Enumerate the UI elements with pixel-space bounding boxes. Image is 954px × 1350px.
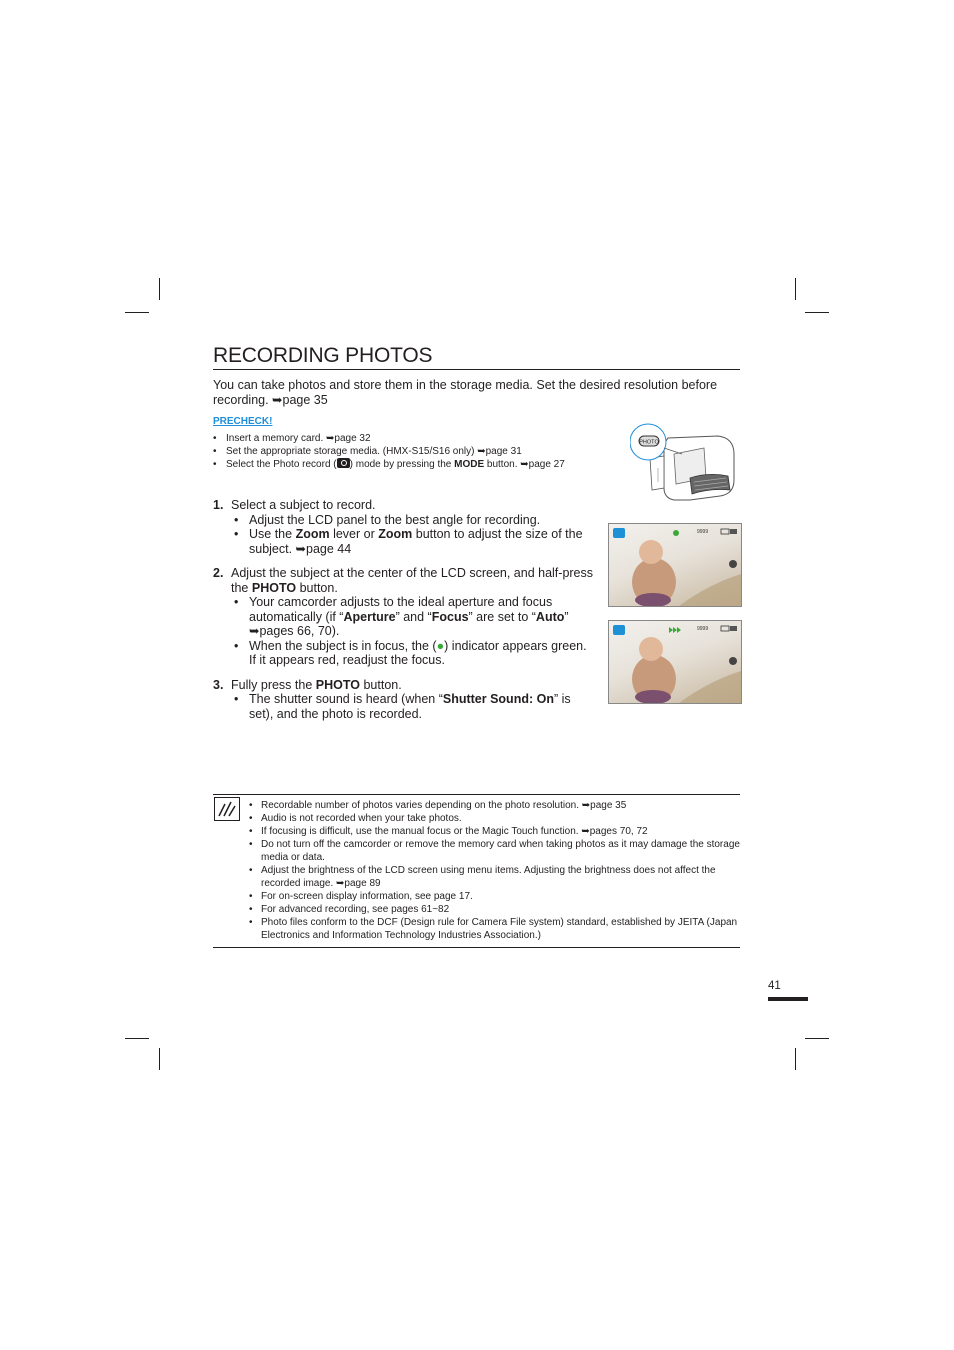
- list-item: • Select the Photo record ( ) mode by pressing the MODE button. ➥page 27: [213, 458, 565, 471]
- photo-counter: 9999: [697, 626, 709, 632]
- list-item: • Do not turn off the camcorder or remove the memory card when taking photos as it may damage the storage media or data.: [248, 838, 743, 864]
- crop-mark: [159, 1048, 160, 1070]
- list-item: • Set the appropriate storage media. (HMX-S15/S16 only) ➥page 31: [213, 445, 565, 458]
- list-item: • For on-screen display information, see page 17.: [248, 890, 743, 903]
- page-title: RECORDING PHOTOS: [213, 344, 740, 370]
- step-bullets: [231, 595, 593, 668]
- crop-mark: [795, 278, 796, 300]
- step-item: [213, 566, 593, 668]
- lcd-preview-half-press: [608, 523, 742, 607]
- list-item: • For advanced recording, see pages 61~82: [248, 903, 743, 916]
- list-item: • Audio is not recorded when your take photos.: [248, 812, 743, 825]
- step-text: Select a subject to record.: [231, 498, 376, 512]
- list-item: • When the subject is in focus, the (●) indicator appears green. If it appears red, readjust the focus.: [231, 639, 593, 668]
- step-number: 2.: [213, 566, 224, 580]
- notes-list: [248, 799, 743, 942]
- list-item: • Adjust the brightness of the LCD screen using menu items. Adjusting the brightness does not affect the recorded image. ➥page 89: [248, 864, 743, 890]
- crop-mark: [805, 1038, 829, 1039]
- step-bullets: [231, 513, 593, 557]
- list-item: • If focusing is difficult, use the manual focus or the Magic Touch function. ➥pages 70, 72: [248, 825, 743, 838]
- list-item: • Your camcorder adjusts to the ideal aperture and focus automatically (if “Aperture” and “Focus” are set to “Auto” ➥pages 66, 70).: [231, 595, 593, 639]
- step-bullets: [231, 692, 593, 721]
- step-item: [213, 498, 593, 556]
- list-item: • Use the Zoom lever or Zoom button to adjust the size of the subject. ➥page 44: [231, 527, 593, 556]
- focus-indicator-icon: ●: [436, 638, 445, 653]
- crop-mark: [125, 1038, 149, 1039]
- precheck-list: [213, 432, 565, 471]
- intro-text: You can take photos and store them in the storage media. Set the desired resolution before recording. ➥page 35: [213, 378, 718, 407]
- camera-button-label: PHOTO: [639, 439, 659, 446]
- page-number: 41: [768, 980, 781, 992]
- list-item: • Recordable number of photos varies depending on the photo resolution. ➥page 35: [248, 799, 743, 812]
- crop-mark: [159, 278, 160, 300]
- note-box: [213, 794, 740, 948]
- step-text: Adjust the subject at the center of the LCD screen, and half-press the PHOTO button.: [231, 566, 594, 595]
- page-number-bar: [768, 997, 808, 1001]
- step-number: 3.: [213, 677, 224, 692]
- crop-mark: [795, 1048, 796, 1070]
- list-item: • Insert a memory card. ➥page 32: [213, 432, 565, 445]
- list-item: • Photo files conform to the DCF (Design rule for Camera File system) standard, established by JEITA (Japan Electronics and Information Technology Industries Association.): [248, 916, 743, 942]
- step-item: [213, 678, 593, 722]
- precheck-label: PRECHECK!: [213, 416, 273, 427]
- steps-list: [213, 498, 593, 731]
- lcd-preview-full-press: [608, 620, 742, 704]
- camcorder-illustration: [630, 418, 740, 510]
- note-pencil-icon: [214, 797, 240, 821]
- photo-mode-icon: [337, 458, 350, 468]
- step-number: 1.: [213, 498, 224, 512]
- step-text: Fully press the PHOTO button.: [231, 677, 402, 692]
- crop-mark: [125, 312, 149, 313]
- crop-mark: [805, 312, 829, 313]
- photo-counter: 9999: [697, 529, 709, 535]
- list-item: • The shutter sound is heard (when “Shutter Sound: On” is set), and the photo is recorded.: [231, 692, 593, 721]
- list-item: • Adjust the LCD panel to the best angle for recording.: [231, 513, 593, 528]
